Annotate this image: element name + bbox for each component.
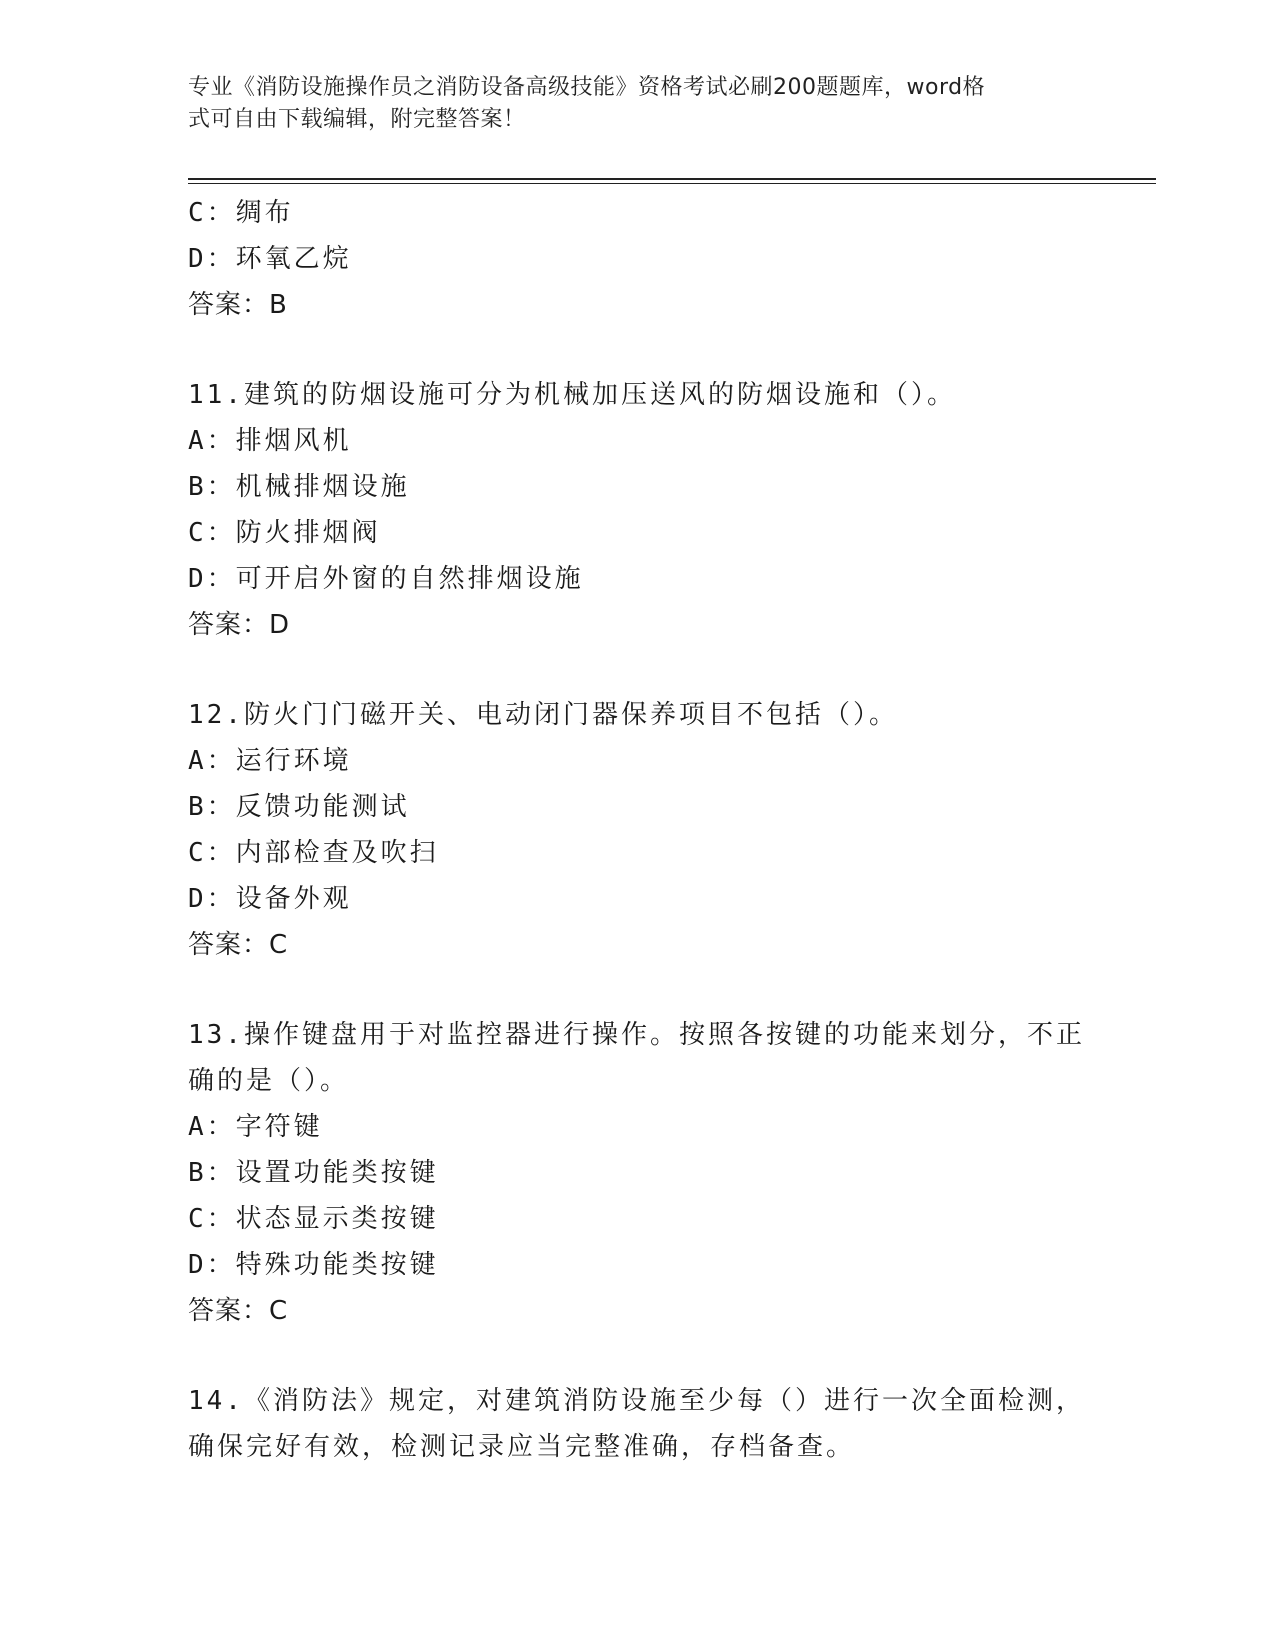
option-c: C：状态显示类按键 [188, 1204, 439, 1234]
header-line-1: 专业《消防设施操作员之消防设备高级技能》资格考试必刷200题题库，word格 [188, 75, 986, 100]
option-d: D：特殊功能类按键 [188, 1250, 439, 1280]
answer: 答案：B [188, 290, 288, 320]
spacer [188, 328, 1088, 372]
question-stem: 13.操作键盘用于对监控器进行操作。按照各按键的功能来划分，不正 [188, 1020, 1085, 1050]
question-14 [188, 1378, 1088, 1470]
header-rule-thick [188, 178, 1156, 180]
option-c: C：防火排烟阀 [188, 518, 381, 548]
spacer [188, 1334, 1088, 1378]
question-12 [188, 692, 1088, 968]
question-stem: 14.《消防法》规定，对建筑消防设施至少每（）进行一次全面检测， [188, 1386, 1085, 1416]
question-stem: 11.建筑的防烟设施可分为机械加压送风的防烟设施和（）。 [188, 380, 956, 410]
question-list [188, 190, 1088, 1470]
answer: 答案：C [188, 1296, 289, 1326]
option-d: D：环氧乙烷 [188, 244, 352, 274]
question-13 [188, 1012, 1088, 1334]
question-stem-cont: 确保完好有效，检测记录应当完整准确，存档备查。 [188, 1432, 856, 1462]
option-d: D：设备外观 [188, 884, 352, 914]
spacer [188, 968, 1088, 1012]
option-a: A：字符键 [188, 1112, 323, 1142]
header-line-2: 式可自由下载编辑，附完整答案！ [188, 107, 526, 132]
option-b: B：反馈功能测试 [188, 792, 410, 822]
option-d: D：可开启外窗的自然排烟设施 [188, 564, 584, 594]
option-b: B：机械排烟设施 [188, 472, 410, 502]
question-10-tail [188, 190, 1088, 328]
spacer [188, 648, 1088, 692]
question-stem-cont: 确的是（）。 [188, 1066, 350, 1096]
option-c: C：绸布 [188, 198, 294, 228]
question-stem: 12.防火门门磁开关、电动闭门器保养项目不包括（）。 [188, 700, 898, 730]
option-a: A：运行环境 [188, 746, 352, 776]
option-b: B：设置功能类按键 [188, 1158, 439, 1188]
document-header [188, 72, 1068, 136]
header-rule-thin [188, 183, 1156, 184]
option-c: C：内部检查及吹扫 [188, 838, 439, 868]
question-11 [188, 372, 1088, 648]
option-a: A：排烟风机 [188, 426, 352, 456]
answer: 答案：C [188, 930, 289, 960]
answer: 答案：D [188, 610, 291, 640]
